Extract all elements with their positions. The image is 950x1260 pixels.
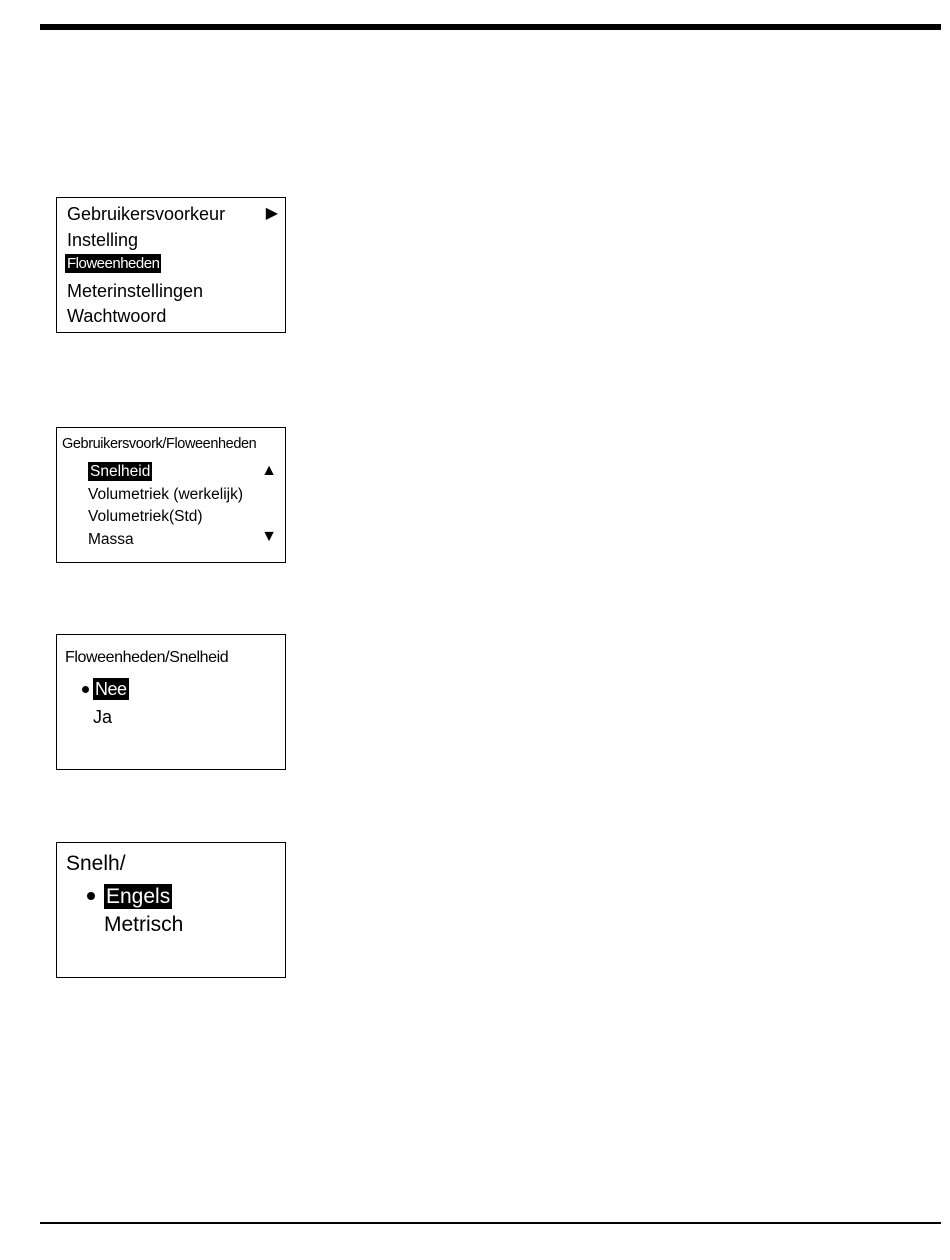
bottom-rule (40, 1222, 941, 1224)
selection-bullet-icon (82, 686, 89, 693)
menu-item-floweenheden[interactable] (65, 256, 161, 271)
menu-item-label: Meterinstellingen (67, 281, 204, 301)
option-volumetriek-std[interactable] (88, 509, 203, 525)
down-triangle-icon[interactable]: ▼ (261, 528, 277, 545)
option-label-selected: Snelheid (90, 463, 151, 480)
right-triangle-icon: ▶ (265, 205, 278, 222)
menu-item-instelling[interactable] (67, 231, 138, 249)
screen-title: Snelh/ (66, 852, 126, 875)
menu-item-meterinstellingen[interactable] (67, 282, 203, 300)
option-volumetriek-werkelijk[interactable] (88, 487, 243, 503)
option-snelheid[interactable] (88, 464, 152, 480)
option-label-selected: Nee (95, 679, 127, 699)
selection-bullet-icon (87, 892, 95, 900)
option-nee[interactable] (93, 680, 129, 698)
lcd-screen-snelheid (56, 634, 286, 770)
option-metrisch[interactable] (104, 914, 183, 935)
menu-item-label-selected: Floweenheden (67, 255, 160, 272)
menu-item-label: Gebruikersvoorkeur (67, 204, 226, 224)
option-label-selected: Engels (106, 885, 171, 908)
screen-title: Gebruikersvoork/Floweenheden (62, 436, 257, 452)
lcd-screen-main-menu (56, 197, 286, 333)
option-massa[interactable] (88, 532, 134, 548)
up-triangle-icon[interactable]: ▲ (261, 462, 277, 479)
menu-item-label: Instelling (67, 230, 139, 250)
option-label: Metrisch (104, 913, 184, 936)
option-label: Volumetriek (werkelijk) (88, 486, 244, 503)
option-label: Volumetriek(Std) (88, 508, 203, 525)
lcd-screen-snelh-units (56, 842, 286, 978)
option-label: Ja (93, 707, 113, 727)
menu-item-wachtwoord[interactable] (67, 307, 166, 325)
menu-item-gebruikersvoorkeur[interactable] (67, 205, 225, 223)
option-label: Massa (88, 531, 134, 548)
option-engels[interactable] (104, 886, 172, 907)
top-rule (40, 24, 941, 30)
lcd-screen-flow-units (56, 427, 286, 563)
screen-title: Floweenheden/Snelheid (65, 649, 229, 666)
option-ja[interactable] (93, 708, 112, 726)
menu-item-label: Wachtwoord (67, 306, 167, 326)
